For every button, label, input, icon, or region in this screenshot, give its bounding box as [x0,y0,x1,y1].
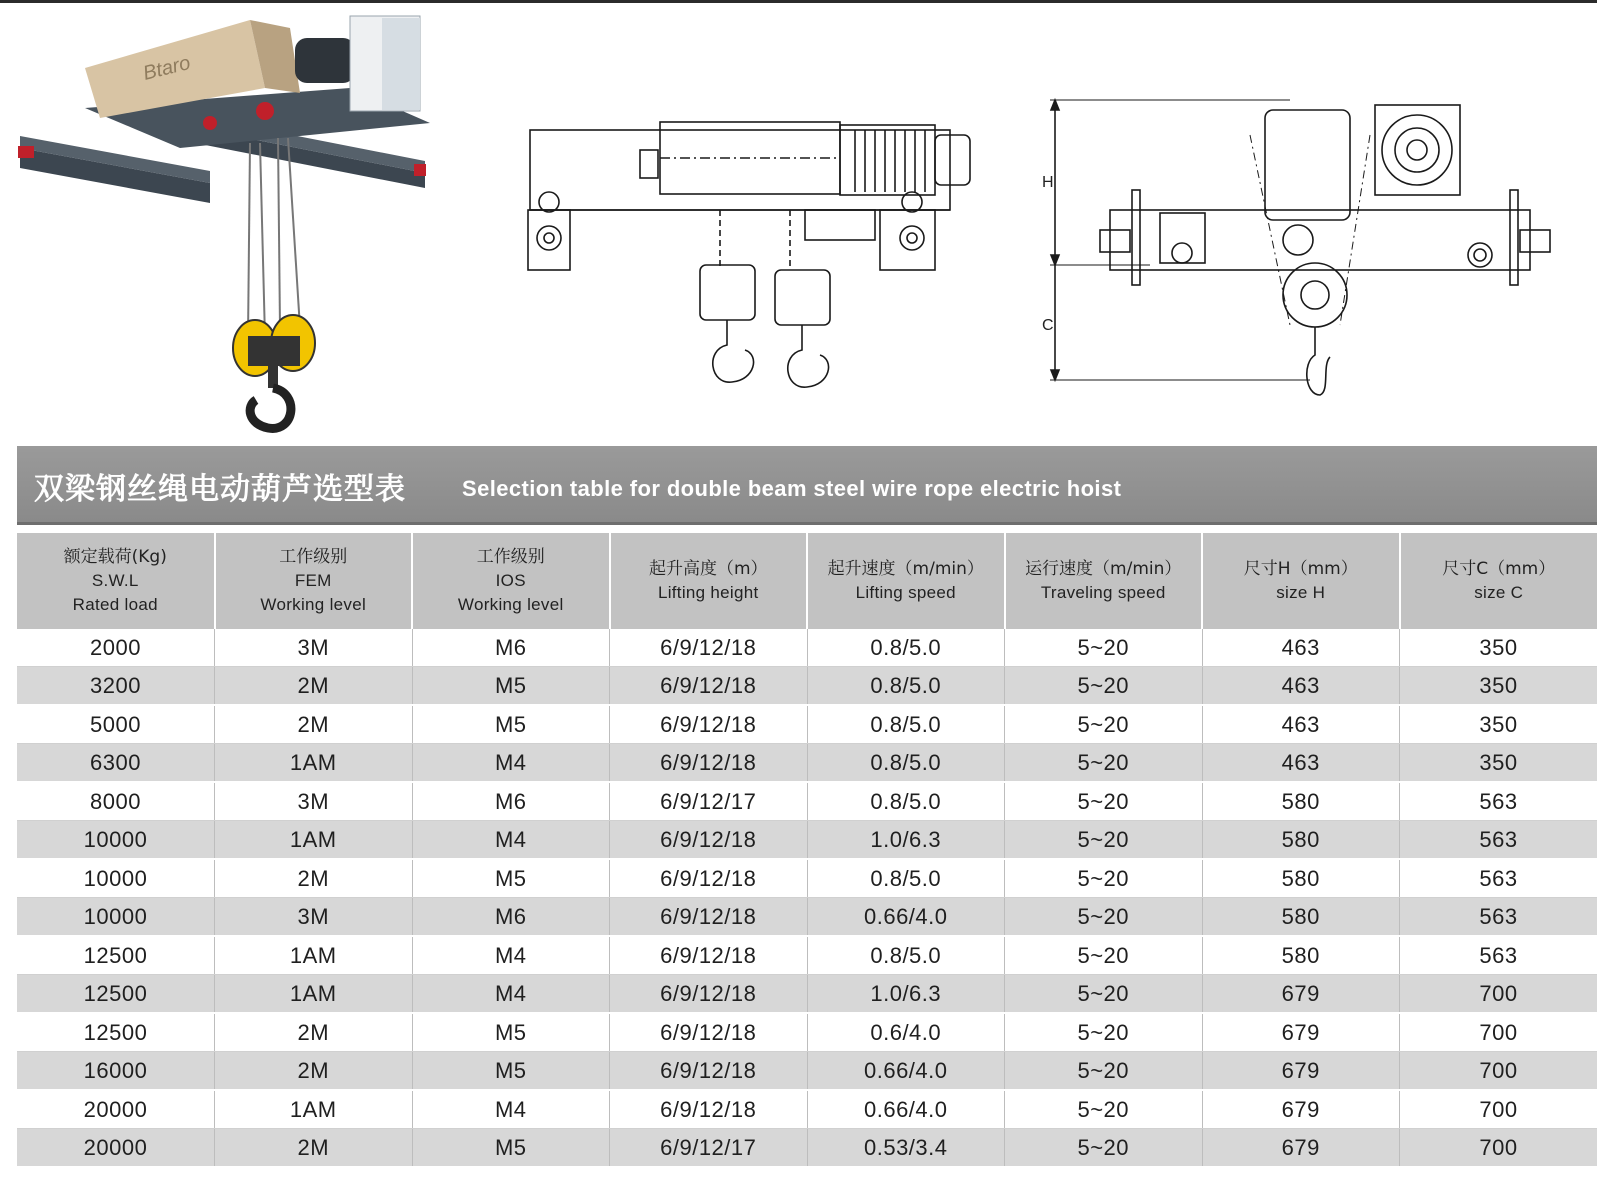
cell-fem-level: 3M [215,898,413,937]
cell-lifting-height: 6/9/12/18 [610,629,808,667]
cell-size-h: 463 [1202,629,1400,667]
table-row [17,782,1597,821]
cell-lifting-speed: 0.8/5.0 [807,705,1005,744]
cell-size-h: 463 [1202,744,1400,783]
table-row [17,936,1597,975]
table-row [17,898,1597,937]
cell-size-c: 700 [1400,1052,1597,1091]
table-row [17,1129,1597,1168]
cell-fem-level: 1AM [215,821,413,860]
cell-traveling-speed: 5~20 [1005,1090,1203,1129]
table-row [17,975,1597,1014]
cell-lifting-speed: 0.8/5.0 [807,782,1005,821]
cell-lifting-height: 6/9/12/18 [610,1052,808,1091]
cell-ios-level: M5 [412,1129,610,1168]
header-rated-load: 额定载荷(Kg) S.W.L Rated load [17,533,215,629]
cell-rated-load: 10000 [17,859,215,898]
cell-fem-level: 1AM [215,744,413,783]
cell-traveling-speed: 5~20 [1005,898,1203,937]
cell-traveling-speed: 5~20 [1005,629,1203,667]
cell-traveling-speed: 5~20 [1005,782,1203,821]
cell-lifting-speed: 0.8/5.0 [807,667,1005,706]
cell-size-h: 679 [1202,1129,1400,1168]
cell-ios-level: M4 [412,744,610,783]
cell-size-c: 350 [1400,705,1597,744]
cell-rated-load: 6300 [17,744,215,783]
cell-rated-load: 8000 [17,782,215,821]
cell-size-c: 563 [1400,782,1597,821]
cell-rated-load: 2000 [17,629,215,667]
header-size-h: 尺寸H（mm） size H [1202,533,1400,629]
cell-size-h: 679 [1202,1013,1400,1052]
cell-size-c: 350 [1400,744,1597,783]
cell-rated-load: 20000 [17,1129,215,1168]
cell-lifting-height: 6/9/12/18 [610,821,808,860]
cell-lifting-height: 6/9/12/17 [610,782,808,821]
cell-size-h: 580 [1202,821,1400,860]
table-title-banner [17,446,1597,525]
header-traveling-speed: 运行速度（m/min） Traveling speed [1005,533,1203,629]
cell-rated-load: 3200 [17,667,215,706]
cell-size-c: 350 [1400,667,1597,706]
cell-lifting-speed: 0.66/4.0 [807,1090,1005,1129]
cell-ios-level: M6 [412,629,610,667]
cell-ios-level: M5 [412,1013,610,1052]
table-header-row [17,533,1597,629]
table-row [17,1052,1597,1091]
cell-fem-level: 2M [215,1129,413,1168]
cell-size-h: 679 [1202,1052,1400,1091]
cell-ios-level: M5 [412,1052,610,1091]
table-row [17,859,1597,898]
cell-lifting-speed: 1.0/6.3 [807,821,1005,860]
cell-lifting-height: 6/9/12/18 [610,936,808,975]
cell-ios-level: M5 [412,705,610,744]
cell-traveling-speed: 5~20 [1005,705,1203,744]
cell-traveling-speed: 5~20 [1005,1129,1203,1168]
cell-rated-load: 16000 [17,1052,215,1091]
cell-size-c: 563 [1400,859,1597,898]
cell-ios-level: M4 [412,936,610,975]
cell-ios-level: M6 [412,782,610,821]
cell-fem-level: 3M [215,782,413,821]
cell-rated-load: 20000 [17,1090,215,1129]
cell-traveling-speed: 5~20 [1005,859,1203,898]
cell-rated-load: 12500 [17,975,215,1014]
cell-traveling-speed: 5~20 [1005,744,1203,783]
cell-fem-level: 1AM [215,975,413,1014]
cell-lifting-speed: 0.66/4.0 [807,1052,1005,1091]
cell-rated-load: 12500 [17,936,215,975]
title-english: Selection table for double beam steel wire rope electric hoist [462,476,1122,501]
cell-ios-level: M4 [412,1090,610,1129]
cell-ios-level: M5 [412,859,610,898]
cell-ios-level: M4 [412,975,610,1014]
cell-traveling-speed: 5~20 [1005,975,1203,1014]
cell-rated-load: 12500 [17,1013,215,1052]
cell-lifting-height: 6/9/12/18 [610,744,808,783]
cell-size-h: 679 [1202,975,1400,1014]
hoist-side-view-drawing [520,110,990,410]
cell-size-c: 563 [1400,898,1597,937]
header-lifting-height: 起升高度（m） Lifting height [610,533,808,629]
header-size-c: 尺寸C（mm） size C [1400,533,1597,629]
cell-fem-level: 2M [215,1013,413,1052]
table-row [17,821,1597,860]
cell-size-c: 700 [1400,1013,1597,1052]
cell-ios-level: M5 [412,667,610,706]
hoist-front-view-drawing [1040,95,1560,415]
cell-size-h: 463 [1202,705,1400,744]
header-lifting-speed: 起升速度（m/min） Lifting speed [807,533,1005,629]
cell-lifting-speed: 0.53/3.4 [807,1129,1005,1168]
top-rule [0,0,1597,3]
cell-traveling-speed: 5~20 [1005,1052,1203,1091]
table-row [17,629,1597,667]
cell-rated-load: 5000 [17,705,215,744]
cell-traveling-speed: 5~20 [1005,821,1203,860]
cell-size-h: 679 [1202,1090,1400,1129]
cell-lifting-speed: 0.8/5.0 [807,859,1005,898]
cell-ios-level: M4 [412,821,610,860]
dimension-h-label: H [1042,174,1054,191]
title-chinese: 双梁钢丝绳电动葫芦选型表 [34,472,406,507]
cell-traveling-speed: 5~20 [1005,1013,1203,1052]
table-row [17,1090,1597,1129]
cell-lifting-height: 6/9/12/18 [610,975,808,1014]
cell-size-h: 580 [1202,936,1400,975]
cell-size-h: 580 [1202,859,1400,898]
dimension-c-label: C [1042,317,1054,334]
cell-fem-level: 1AM [215,1090,413,1129]
cell-ios-level: M6 [412,898,610,937]
cell-traveling-speed: 5~20 [1005,667,1203,706]
cell-lifting-height: 6/9/12/18 [610,898,808,937]
cell-size-h: 463 [1202,667,1400,706]
cell-fem-level: 2M [215,667,413,706]
cell-lifting-speed: 0.66/4.0 [807,898,1005,937]
cell-lifting-height: 6/9/12/18 [610,859,808,898]
cell-size-h: 580 [1202,782,1400,821]
cell-size-c: 350 [1400,629,1597,667]
table-row [17,705,1597,744]
table-body [17,629,1597,1167]
cell-size-c: 563 [1400,936,1597,975]
hoist-product-photo [10,8,440,438]
table-row [17,744,1597,783]
brand-logo: Btaro [140,51,193,85]
cell-traveling-speed: 5~20 [1005,936,1203,975]
cell-lifting-height: 6/9/12/18 [610,1013,808,1052]
cell-fem-level: 2M [215,705,413,744]
header-ios-level: 工作级别 IOS Working level [412,533,610,629]
cell-fem-level: 2M [215,859,413,898]
cell-lifting-speed: 1.0/6.3 [807,975,1005,1014]
cell-size-c: 700 [1400,975,1597,1014]
cell-lifting-height: 6/9/12/18 [610,1090,808,1129]
cell-rated-load: 10000 [17,821,215,860]
cell-lifting-speed: 0.6/4.0 [807,1013,1005,1052]
cell-fem-level: 3M [215,629,413,667]
cell-size-h: 580 [1202,898,1400,937]
cell-lifting-speed: 0.8/5.0 [807,744,1005,783]
cell-fem-level: 1AM [215,936,413,975]
cell-size-c: 700 [1400,1129,1597,1168]
header-fem-level: 工作级别 FEM Working level [215,533,413,629]
table-row [17,667,1597,706]
selection-table [17,533,1597,1168]
cell-lifting-height: 6/9/12/18 [610,667,808,706]
cell-lifting-height: 6/9/12/18 [610,705,808,744]
cell-size-c: 700 [1400,1090,1597,1129]
cell-size-c: 563 [1400,821,1597,860]
cell-lifting-height: 6/9/12/17 [610,1129,808,1168]
cell-fem-level: 2M [215,1052,413,1091]
cell-lifting-speed: 0.8/5.0 [807,936,1005,975]
table-row [17,1013,1597,1052]
cell-rated-load: 10000 [17,898,215,937]
cell-lifting-speed: 0.8/5.0 [807,629,1005,667]
